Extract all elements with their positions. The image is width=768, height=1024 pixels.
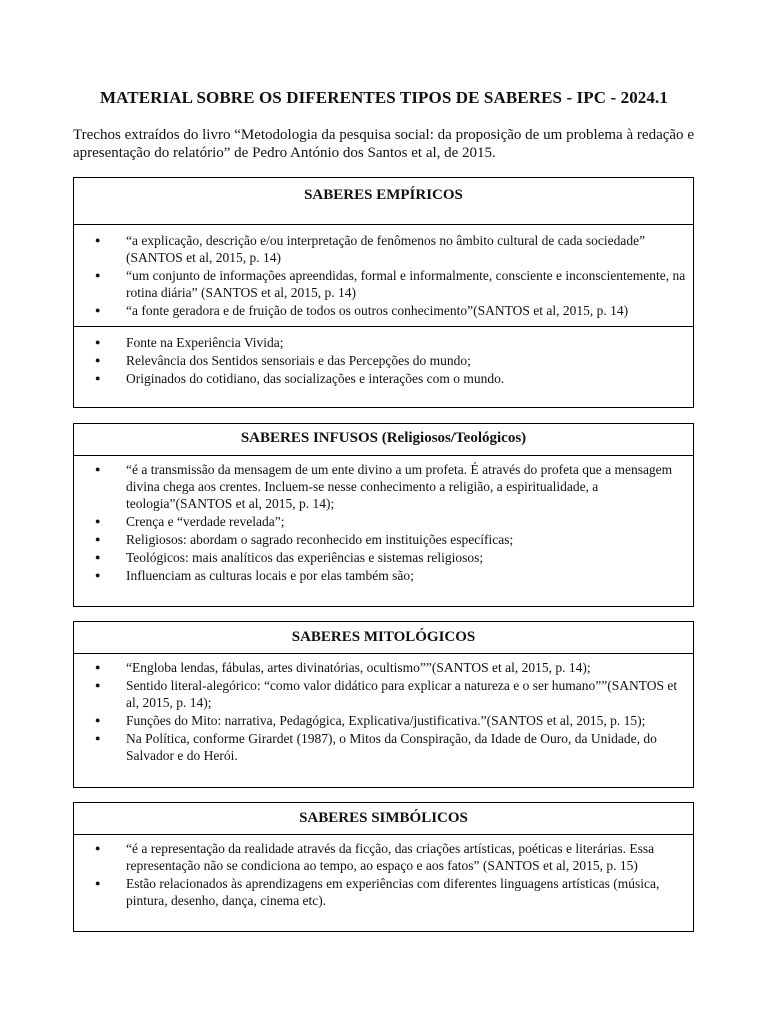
document-title: MATERIAL SOBRE OS DIFERENTES TIPOS DE SABERES - IPC - 2024.1 xyxy=(100,88,668,107)
list-item: ● “a explicação, descrição e/ou interpretação de fenômenos no âmbito cultural de cada sociedade” (SANTOS et al, 2015, p. 14) xyxy=(74,232,693,266)
section-box-mitologicos xyxy=(73,621,694,788)
section-heading: SABERES INFUSOS (Religiosos/Teológicos) xyxy=(74,424,693,456)
list-item: ● Influenciam as culturas locais e por elas também são; xyxy=(74,567,693,584)
list-item: ● “a fonte geradora e de fruição de todos os outros conhecimento”(SANTOS et al, 2015, p. 14) xyxy=(74,302,693,319)
section-heading: SABERES SIMBÓLICOS xyxy=(74,803,693,835)
section-group xyxy=(74,225,693,327)
list-item: ● “Engloba lendas, fábulas, artes divinatórias, ocultismo””(SANTOS et al, 2015, p. 14); xyxy=(74,659,693,676)
list-item: ● Crença e “verdade revelada”; xyxy=(74,513,693,530)
list-item: ● Sentido literal-alegórico: “como valor didático para explicar a natureza e o ser humano””(SANTOS et al, 2015, p. 14); xyxy=(74,677,693,711)
section-box-simbolicos xyxy=(73,802,694,932)
section-box-empiricos xyxy=(73,177,694,408)
section-box-infusos xyxy=(73,423,694,607)
list-item: ● Originados do cotidiano, das socializações e interações com o mundo. xyxy=(74,370,693,387)
list-item: ● Religiosos: abordam o sagrado reconhecido em instituições específicas; xyxy=(74,531,693,548)
intro-paragraph: Trechos extraídos do livro “Metodologia da pesquisa social: da proposição de um problema à redação e apresentação do relatório” de Pedro António dos Santos et al, de 2015. xyxy=(73,127,694,161)
list-item: ● Fonte na Experiência Vivida; xyxy=(74,334,693,351)
section-heading: SABERES MITOLÓGICOS xyxy=(74,622,693,654)
list-item: ● Teológicos: mais analíticos das experiências e sistemas religiosos; xyxy=(74,549,693,566)
list-item: ● Na Política, conforme Girardet (1987), o Mitos da Conspiração, da Idade de Ouro, da Unidade, do Salvador e do Herói. xyxy=(74,730,693,764)
list-item: ● Estão relacionados às aprendizagens em experiências com diferentes linguagens artísticas (música, pintura, desenho, dança, cinema etc). xyxy=(74,875,693,909)
list-item: ● “é a representação da realidade através da ficção, das criações artísticas, poéticas e literárias. Essa representação não se condiciona ao tempo, ao espaço e aos fatos” (SANTOS et al, 2015, p. 15) xyxy=(74,840,693,874)
list-item: ● “um conjunto de informações apreendidas, formal e informalmente, consciente e inconscientemente, na rotina diária” (SANTOS et al, 2015, p. 14) xyxy=(74,267,693,301)
section-group xyxy=(74,835,693,909)
section-group xyxy=(74,327,693,387)
list-item: ● Funções do Mito: narrativa, Pedagógica, Explicativa/justificativa.”(SANTOS et al, 2015, p. 15); xyxy=(74,712,693,729)
section-heading: SABERES EMPÍRICOS xyxy=(74,178,693,225)
list-item: ● “é a transmissão da mensagem de um ente divino a um profeta. É através do profeta que a mensagem divina chega aos crentes. Incluem-se nesse conhecimento a religião, a espiritualidade, a teologia”(SANTOS et al, 2015, p. 14); xyxy=(74,461,693,512)
list-item: ● Relevância dos Sentidos sensoriais e das Percepções do mundo; xyxy=(74,352,693,369)
section-group xyxy=(74,654,693,764)
section-group xyxy=(74,456,693,584)
